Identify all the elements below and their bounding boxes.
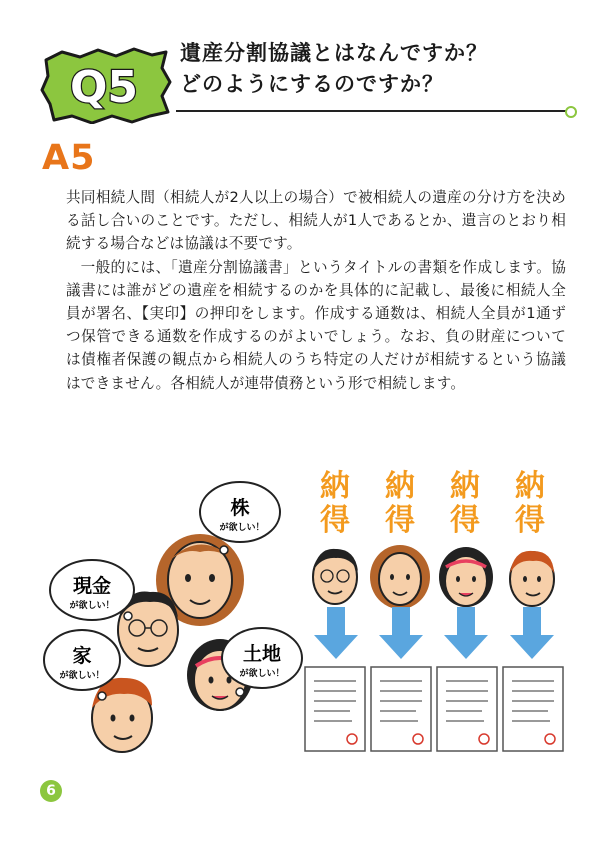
document-icon bbox=[371, 667, 431, 751]
agreement-char: 納 bbox=[515, 469, 545, 504]
agreement-char: 得 bbox=[320, 503, 350, 538]
agreement-char: 得 bbox=[515, 503, 545, 538]
down-arrow-icon bbox=[510, 607, 554, 659]
underline-dot bbox=[565, 106, 577, 118]
answer-paragraph-1: 共同相続人間（相続人が2人以上の場合）で被相続人の遺産の分け方を決める話し合いのことです。ただし、相続人が1人であるとか、遺言のとおり相続する場合などは協議は不要です。 bbox=[66, 189, 566, 253]
down-arrows bbox=[314, 607, 554, 659]
agreement-char: 納 bbox=[450, 469, 480, 504]
question-line-2: どのようにするのですか？ bbox=[180, 72, 444, 96]
document-icon bbox=[437, 667, 497, 751]
agreement-label-1 bbox=[310, 470, 360, 538]
q-label: Q5 bbox=[69, 62, 139, 113]
document-icon bbox=[503, 667, 563, 751]
bubble-wants-kabu: が欲しい！ bbox=[219, 523, 265, 533]
bubble-item-tochi: 土地 bbox=[242, 643, 282, 665]
boy-face-icon bbox=[510, 551, 554, 606]
agreement-label-4 bbox=[505, 470, 555, 538]
down-arrow-icon bbox=[444, 607, 488, 659]
q5-badge bbox=[40, 46, 172, 124]
down-arrow-icon bbox=[314, 607, 358, 659]
document-icon bbox=[305, 667, 365, 751]
agreement-illustration bbox=[300, 545, 570, 760]
bubble-wants-tochi: が欲しい！ bbox=[239, 669, 285, 679]
heirs-dispute-illustration bbox=[40, 470, 310, 770]
bubble-wants-ie: が欲しい！ bbox=[59, 671, 105, 681]
agreement-char: 得 bbox=[450, 503, 480, 538]
answer-paragraph-2: 一般的には、「遺産分割協議書」というタイトルの書類を作成します。協議書には誰がどの遺産を相続するのかを具体的に記載し、最後に相続人全員が署名、【実印】の押印をします。作成する通数は、相続人全員が1通ずつ保管できる通数を作成するのがよいでしょう。なお、負の財産については債権者保護の観点から相続人のうち特定の人だけが相続するという協議はできません。各相続人が連帯債務という形で相続します。 bbox=[66, 258, 566, 392]
face-row bbox=[313, 545, 554, 609]
agreement-char: 納 bbox=[320, 469, 350, 504]
question-title bbox=[180, 38, 580, 100]
title-underline bbox=[176, 110, 568, 112]
agreement-label-3 bbox=[440, 470, 490, 538]
answer-label: A5 bbox=[42, 138, 96, 178]
bubble-item-ie: 家 bbox=[72, 645, 92, 667]
bubble-item-kabu: 株 bbox=[230, 497, 250, 519]
answer-body bbox=[66, 186, 566, 395]
girl-face-icon bbox=[439, 547, 493, 607]
agreement-char: 得 bbox=[385, 503, 415, 538]
agreement-char: 納 bbox=[385, 469, 415, 504]
glasses-man-face-icon bbox=[313, 549, 358, 604]
woman-face-icon bbox=[370, 545, 430, 609]
bubble-item-genkin: 現金 bbox=[72, 575, 112, 597]
bubble-wants-genkin: が欲しい！ bbox=[69, 601, 115, 611]
page-number: 6 bbox=[40, 780, 62, 802]
down-arrow-icon bbox=[379, 607, 423, 659]
boy-face-icon bbox=[92, 678, 152, 752]
agreement-label-2 bbox=[375, 470, 425, 538]
agreement-documents bbox=[305, 667, 563, 751]
question-line-1: 遺産分割協議とはなんですか？ bbox=[180, 41, 488, 65]
